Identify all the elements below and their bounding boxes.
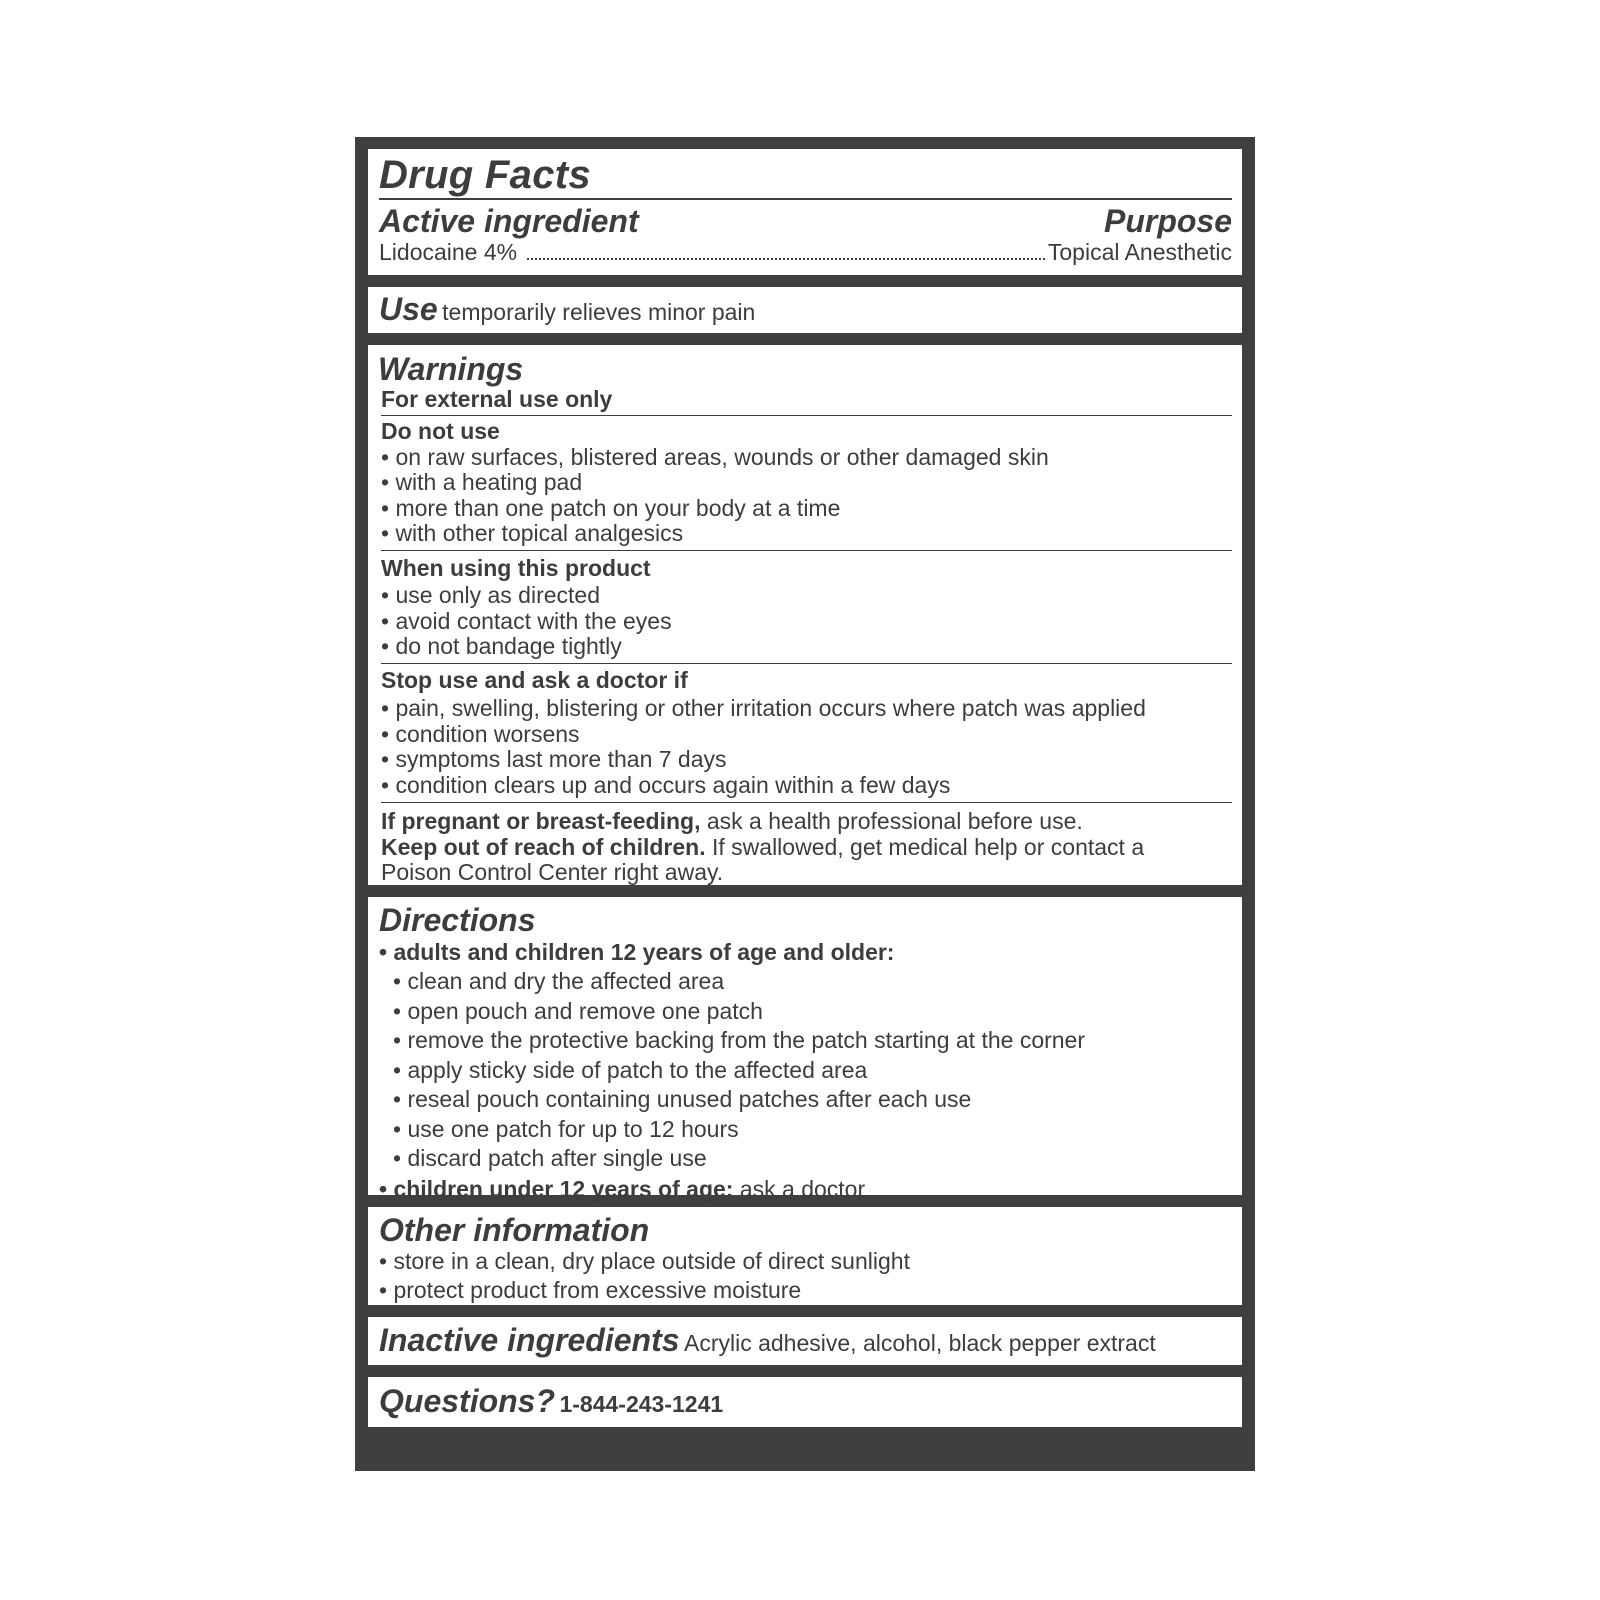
list-item: • open pouch and remove one patch xyxy=(393,997,763,1024)
do-not-use-heading: Do not use xyxy=(381,418,500,444)
list-item: • discard patch after single use xyxy=(393,1145,707,1171)
children-directions xyxy=(379,1174,1232,1204)
list-item: • use one patch for up to 12 hours xyxy=(393,1115,739,1142)
purpose-heading: Purpose xyxy=(1103,203,1232,239)
list-item: • with other topical analgesics xyxy=(381,520,684,546)
directions-steps xyxy=(379,967,1232,1174)
when-using-list xyxy=(381,583,1232,660)
list-item: • protect product from excessive moisture xyxy=(379,1277,802,1303)
children-directions-text: ask a doctor xyxy=(733,1175,866,1202)
pregnancy-text: ask a health professional before use. xyxy=(700,808,1083,834)
other-information-list xyxy=(379,1247,1232,1305)
pregnancy-warning xyxy=(381,809,1232,835)
list-item: • on raw surfaces, blistered areas, wounds or other damaged skin xyxy=(381,443,1049,470)
list-item: • clean and dry the affected area xyxy=(393,968,725,994)
questions-section xyxy=(368,1377,1242,1427)
list-item: • store in a clean, dry place outside of direct sunlight xyxy=(379,1248,910,1274)
children-warning xyxy=(381,835,1232,861)
list-item: • avoid contact with the eyes xyxy=(381,607,672,634)
list-item: • pain, swelling, blistering or other irritation occurs where patch was applied xyxy=(381,695,1146,721)
inactive-ingredients-section xyxy=(368,1317,1242,1365)
external-use-text: For external use only xyxy=(381,386,613,412)
list-item: • symptoms last more than 7 days xyxy=(381,746,727,772)
use-heading: Use xyxy=(379,291,438,327)
use-text: temporarily relieves minor pain xyxy=(442,299,756,325)
list-item: • remove the protective backing from the patch starting at the corner xyxy=(393,1027,1086,1053)
directions-section xyxy=(368,897,1242,1202)
other-information-heading: Other information xyxy=(379,1212,650,1248)
questions-heading: Questions? xyxy=(379,1383,556,1419)
dot-leader xyxy=(527,258,1045,260)
drug-facts-label xyxy=(355,137,1255,1471)
other-information-section xyxy=(368,1207,1242,1305)
list-item: • more than one patch on your body at a time xyxy=(381,494,841,521)
warnings-heading: Warnings xyxy=(378,351,524,387)
adults-directions: • adults and children 12 years of age and older: xyxy=(379,939,895,965)
drug-facts-section xyxy=(368,149,1242,275)
list-item: • use only as directed xyxy=(381,582,601,608)
keep-out-text: If swallowed, get medical help or contact a xyxy=(705,833,1145,860)
active-ingredient-heading: Active ingredient xyxy=(379,203,639,239)
directions-heading: Directions xyxy=(379,902,536,938)
list-item: • reseal pouch containing unused patches after each use xyxy=(393,1086,972,1112)
list-item: • condition worsens xyxy=(381,720,580,747)
pregnancy-bold: If pregnant or breast-feeding, xyxy=(381,808,701,834)
inactive-ingredients-text: Acrylic adhesive, alcohol, black pepper extract xyxy=(683,1330,1156,1356)
active-ingredient-purpose: Topical Anesthetic xyxy=(1047,239,1232,265)
keep-out-text-continued: Poison Control Center right away. xyxy=(381,859,724,885)
list-item: • with a heating pad xyxy=(381,469,583,495)
warnings-section xyxy=(368,345,1242,885)
list-item: • do not bandage tightly xyxy=(381,633,622,659)
do-not-use-list xyxy=(381,445,1232,547)
inactive-ingredients-heading: Inactive ingredients xyxy=(379,1322,680,1358)
stop-use-list xyxy=(381,696,1232,798)
drug-facts-title: Drug Facts xyxy=(379,153,591,197)
keep-out-bold: Keep out of reach of children. xyxy=(381,833,706,860)
children-directions-bold: • children under 12 years of age: xyxy=(379,1175,734,1202)
use-section xyxy=(368,287,1242,333)
stop-use-heading: Stop use and ask a doctor if xyxy=(381,666,688,693)
when-using-heading: When using this product xyxy=(381,554,651,581)
list-item: • apply sticky side of patch to the affected area xyxy=(393,1056,868,1083)
questions-phone: 1-844-243-1241 xyxy=(559,1391,724,1417)
active-ingredient-name: Lidocaine 4% xyxy=(379,239,518,265)
list-item: • condition clears up and occurs again within a few days xyxy=(381,771,951,798)
